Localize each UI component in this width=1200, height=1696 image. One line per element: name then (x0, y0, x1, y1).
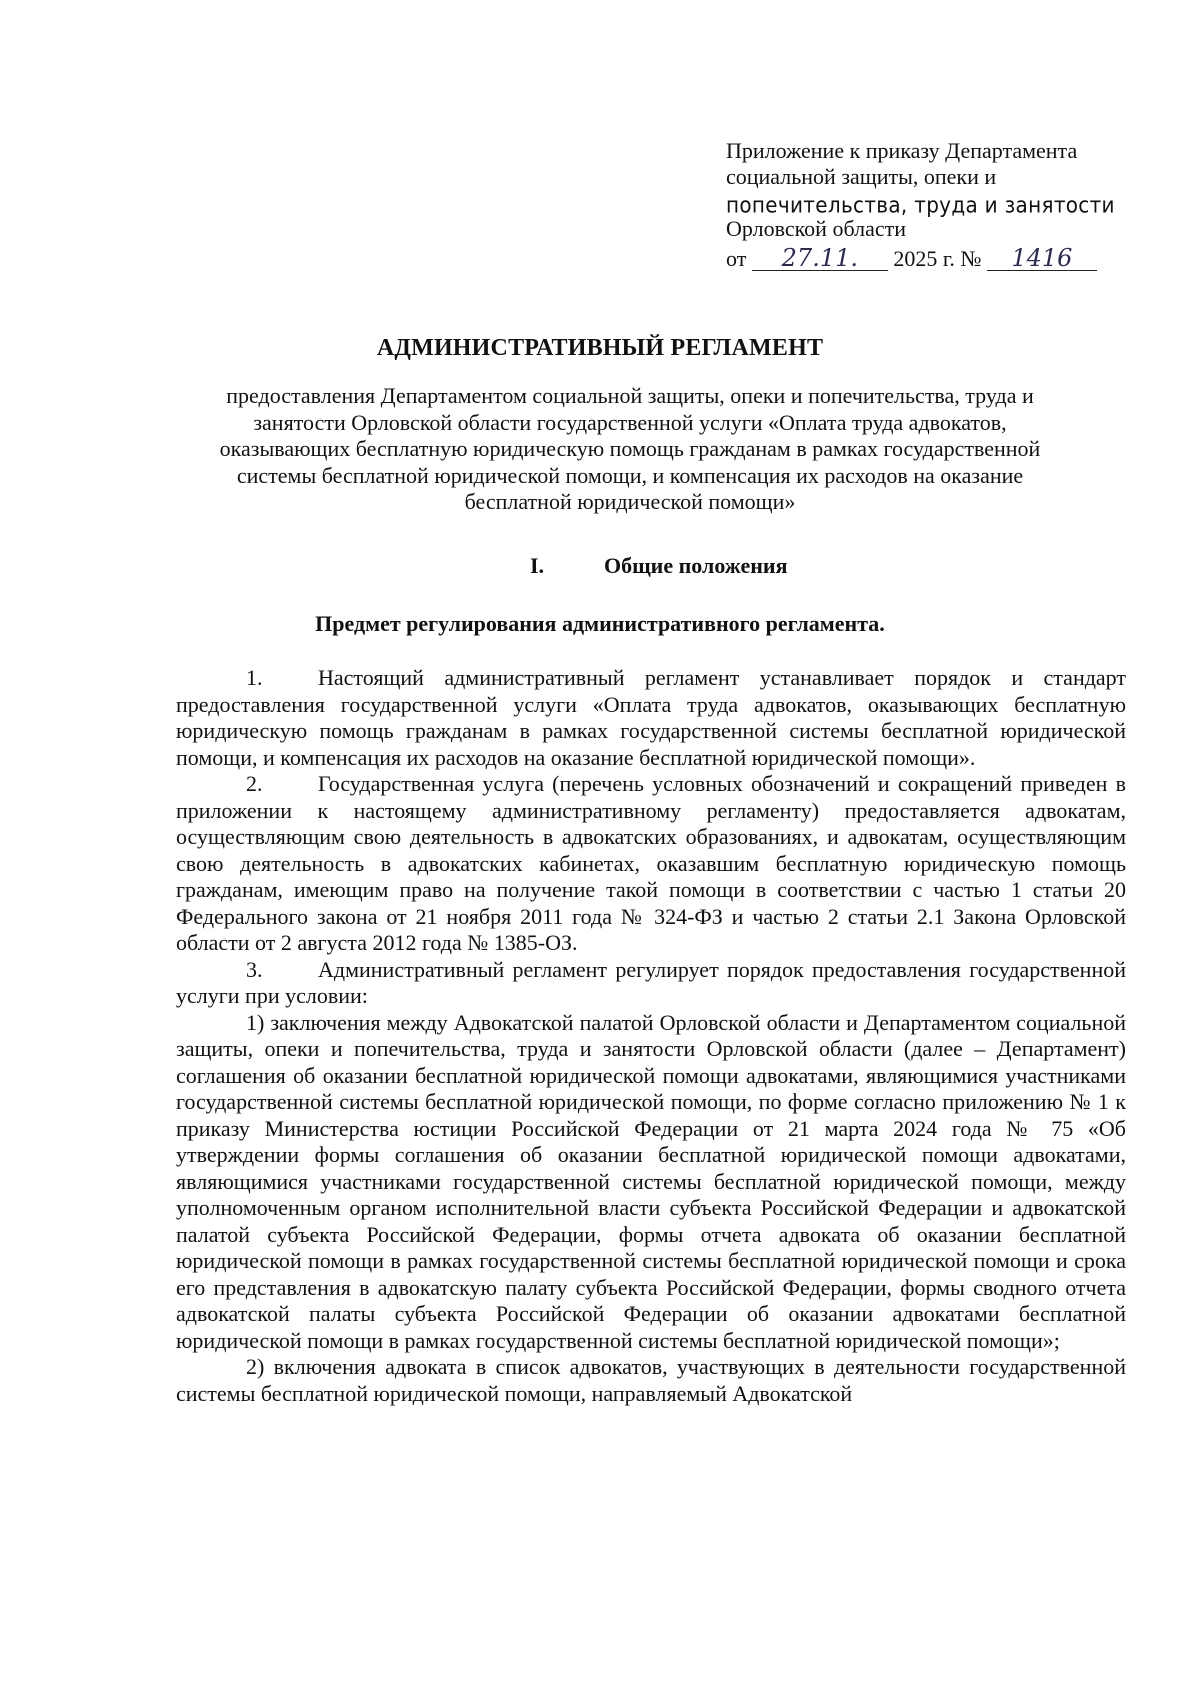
list-item-1: 1) заключения между Адвокатской палатой Орловской области и Департаментом социальной защиты, опеки и попечительства, труда и занятости Орловской области (далее – Департамент) соглашения об оказании бесплатной юридической помощи адвокатами, являющимися участниками государственной системы бесплатной юридической помощи, по форме согласно приложению № 1 к приказу Министерства юстиции Российской Федерации от 21 марта 2024 года № 75 «Об утверждении формы соглашения об оказании бесплатной юридической помощи адвокатами, являющимися участниками государственной системы бесплатной юридической помощи, между уполномоченным органом исполнительной власти субъекта Российской Федерации и адвокатской палатой субъекта Российской Федерации, формы отчета адвоката об оказании бесплатной юридической помощи в рамках государственной системы бесплатной юридической помощи и срока его представления в адвокатскую палату субъекта Российской Федерации, формы сводного отчета адвокатской палаты субъекта Российской Федерации об оказании адвокатами бесплатной юридической помощи в рамках государственной системы бесплатной юридической помощи»; (176, 1009, 1126, 1353)
date-handwritten: 27.11. (752, 246, 888, 271)
paragraph-number: 2. (246, 771, 263, 796)
document-subtitle: предоставления Департаментом социальной защиты, опеки и попечительства, труда и занятости Орловской области государственной услуги «Оплата труда адвокатов, оказывающих бесплатную юридическую помощь гражданам в рамках государственной системы бесплатной юридической помощи, и компенсация их расходов на оказание бесплатной юридической помощи» (219, 383, 1041, 514)
appendix-line-2: социальной защиты, опеки и (726, 164, 997, 189)
paragraph-number: 3. (246, 956, 263, 982)
section-title: Общие положения (604, 553, 788, 578)
appendix-line-4: Орловской области (726, 216, 906, 241)
paragraph-2 (176, 771, 1126, 957)
paragraph-3 (176, 957, 1126, 1010)
paragraph-number: 1. (246, 665, 263, 690)
appendix-line-1: Приложение к приказу Департамента (726, 138, 1078, 163)
appendix-date-line (726, 246, 1166, 272)
subsection-heading: Предмет регулирования административного регламента. (315, 611, 885, 636)
document-title: АДМИНИСТРАТИВНЫЙ РЕГЛАМЕНТ (376, 335, 824, 361)
paragraph-text: Государственная услуга (перечень условных обозначений и сокращений приведен в приложении к настоящему административному регламенту) предоставляется адвокатам, осуществляющим свою деятельность в адвокатских образованиях, и адвокатам, осуществляющим свою деятельность в адвокатских кабинетах, оказавшим бесплатную юридическую помощь гражданам, имеющим право на получение такой помощи в соответствии с частью 1 статьи 20 Федерального закона от 21 ноября 2011 года № 324-ФЗ и частью 2 статьи 2.1 Закона Орловской области от 2 августа 2012 года № 1385-ОЗ. (176, 771, 1126, 955)
appendix-block (726, 138, 1166, 272)
appendix-line-3: попечительства, труда и занятости (726, 191, 1115, 218)
list-item-2: 2) включения адвоката в список адвокатов, участвующих в деятельности государственной системы бесплатной юридической помощи, направляемый Адвокатской (176, 1354, 1126, 1406)
document-body (176, 665, 1126, 1407)
paragraph-text: Настоящий административный регламент устанавливает порядок и стандарт предоставления государственной услуги «Оплата труда адвокатов, оказывающих бесплатную юридическую помощь гражданам в рамках государственной системы бесплатной юридической помощи, и компенсация их расходов на оказание бесплатной юридической помощи». (176, 665, 1126, 770)
number-handwritten: 1416 (987, 246, 1097, 271)
paragraph-text: Административный регламент регулирует порядок предоставления государственной услуги при условии: (176, 956, 1126, 1008)
paragraph-1 (176, 665, 1126, 771)
year-label: 2025 г. № (893, 246, 982, 271)
section-number: I. (530, 553, 545, 578)
date-prefix: от (726, 246, 747, 271)
